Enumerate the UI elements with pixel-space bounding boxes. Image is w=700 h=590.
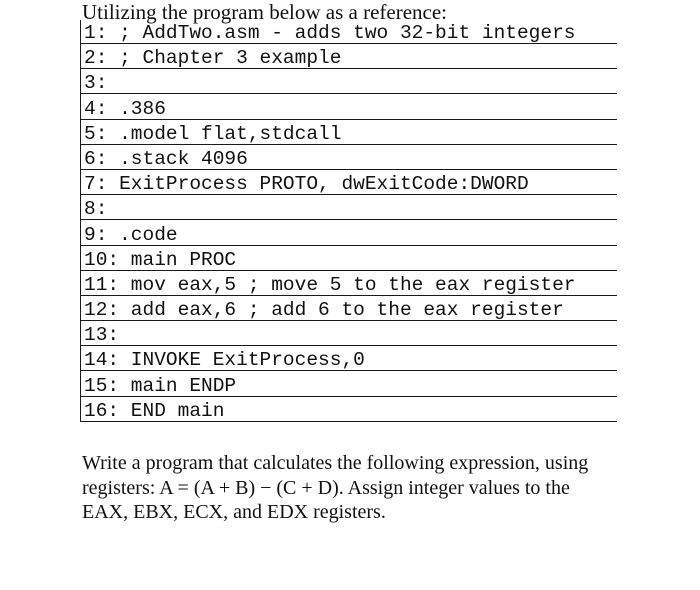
code-line-12: 12: add eax,6 ; add 6 to the eax register	[81, 297, 617, 321]
code-line-5: 5: .model flat,stdcall	[81, 121, 617, 145]
question-text	[82, 451, 622, 525]
code-listing	[80, 20, 617, 422]
code-line-1: 1: ; AddTwo.asm - adds two 32-bit integers	[81, 20, 617, 44]
code-line-14: 14: INVOKE ExitProcess,0	[81, 347, 617, 371]
question-line-2: registers: A = (A + B) − (C + D). Assign integer values to the	[82, 476, 570, 499]
code-line-4: 4: .386	[81, 96, 617, 120]
code-line-7: 7: ExitProcess PROTO, dwExitCode:DWORD	[81, 171, 617, 195]
question-line-3: EAX, EBX, ECX, and EDX registers.	[82, 501, 386, 523]
code-line-6: 6: .stack 4096	[81, 146, 617, 170]
code-line-10: 10: main PROC	[81, 247, 617, 271]
code-line-11: 11: mov eax,5 ; move 5 to the eax register	[81, 272, 617, 296]
intro-text: Utilizing the program below as a reference:	[82, 0, 448, 24]
code-line-3: 3:	[81, 70, 617, 94]
code-line-9: 9: .code	[81, 222, 617, 246]
code-line-16: 16: END main	[81, 398, 617, 422]
code-line-8: 8:	[81, 196, 617, 220]
code-line-15: 15: main ENDP	[81, 373, 617, 397]
code-line-13: 13:	[81, 322, 617, 346]
code-line-2: 2: ; Chapter 3 example	[81, 45, 617, 69]
question-line-1: Write a program that calculates the following expression, using	[82, 452, 589, 474]
